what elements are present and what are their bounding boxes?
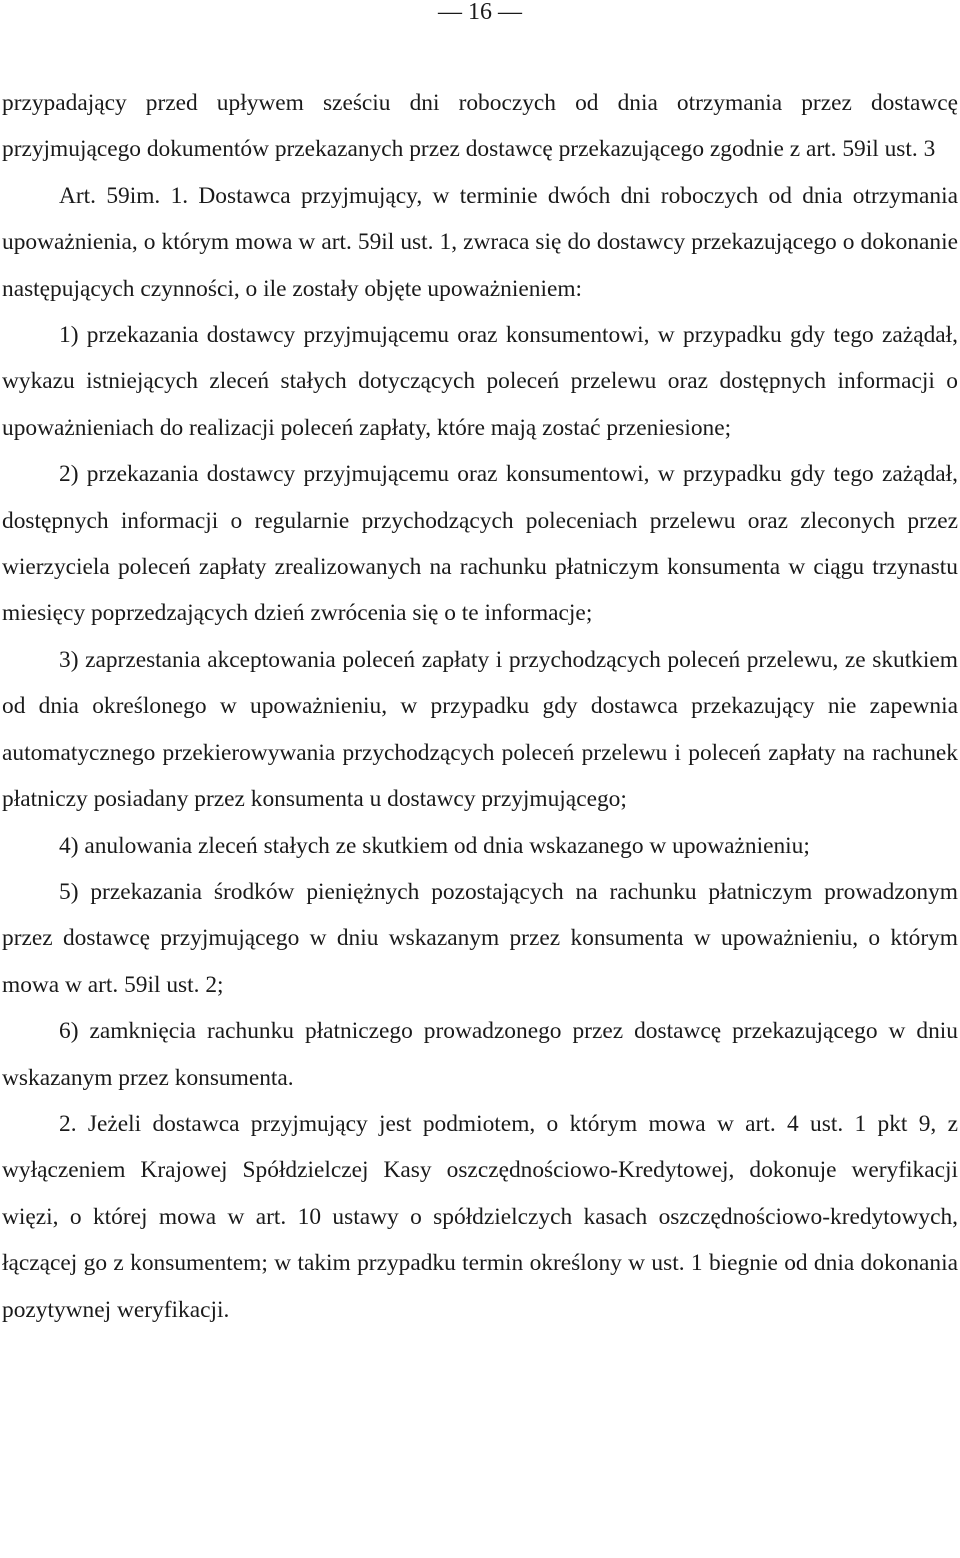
paragraph-article-59im: Art. 59im. 1. Dostawca przyjmujący, w terminie dwóch dni roboczych od dnia otrzymania upoważnienia, o którym mowa w art. 59il ust. 1, zwraca się do dostawcy przekazującego o dokonanie następujących czynności, o ile zostały objęte upoważnieniem: [2, 182, 958, 302]
list-item-6: 6) zamknięcia rachunku płatniczego prowadzonego przez dostawcę przekazującego w dniu wskazanym przez konsumenta. [2, 1018, 958, 1091]
page-number: — 16 — [438, 0, 522, 25]
list-item-2: 2) przekazania dostawcy przyjmującemu oraz konsumentowi, w przypadku gdy tego zażądał, dostępnych informacji o regularnie przychodzących poleceniach przelewu oraz zleconych przez wierzyciela poleceń zapłaty zrealizowanych na rachunku płatniczym konsumenta w ciągu trzynastu miesięcy poprzedzających dzień zwrócenia się o te informacje; [2, 461, 958, 627]
list-item-1: 1) przekazania dostawcy przyjmującemu oraz konsumentowi, w przypadku gdy tego zażądał, wykazu istniejących zleceń stałych dotyczących poleceń przelewu oraz dostępnych informacji o upoważnieniach do realizacji poleceń zapłaty, które mają zostać przeniesione; [2, 322, 958, 441]
list-item-5: 5) przekazania środków pieniężnych pozostających na rachunku płatniczym prowadzonym przez dostawcę przyjmującego w dniu wskazanym przez konsumenta w upoważnieniu, o którym mowa w art. 59il ust. 2; [2, 878, 958, 998]
paragraph-continuation: przypadający przed upływem sześciu dni roboczych od dnia otrzymania przez dostawcę przyjmującego dokumentów przekazanych przez dostawcę przekazującego zgodnie z art. 59il ust. 3 [2, 90, 958, 163]
list-item-3: 3) zaprzestania akceptowania poleceń zapłaty i przychodzących poleceń przelewu, ze skutkiem od dnia określonego w upoważnieniu, w przypadku gdy dostawca przekazujący nie zapewnia automatycznego przekierowywania przychodzących poleceń przelewu i poleceń zapłaty na rachunek płatniczy posiadany przez konsumenta u dostawcy przyjmującego; [2, 646, 958, 813]
paragraph-section-2: 2. Jeżeli dostawca przyjmujący jest podmiotem, o którym mowa w art. 4 ust. 1 pkt 9, z wyłączeniem Krajowej Spółdzielczej Kasy oszczędnościowo-Kredytowej, dokonuje weryfikacji więzi, o której mowa w art. 10 ustawy o spółdzielczych kasach oszczędnościowo-kredytowych, łączącej go z konsumentem; w takim przypadku termin określony w ust. 1 biegnie od dnia dokonania pozytywnej weryfikacji. [2, 1110, 958, 1323]
document-body [2, 80, 958, 1333]
list-item-4: 4) anulowania zleceń stałych ze skutkiem od dnia wskazanego w upoważnieniu; [59, 832, 810, 859]
